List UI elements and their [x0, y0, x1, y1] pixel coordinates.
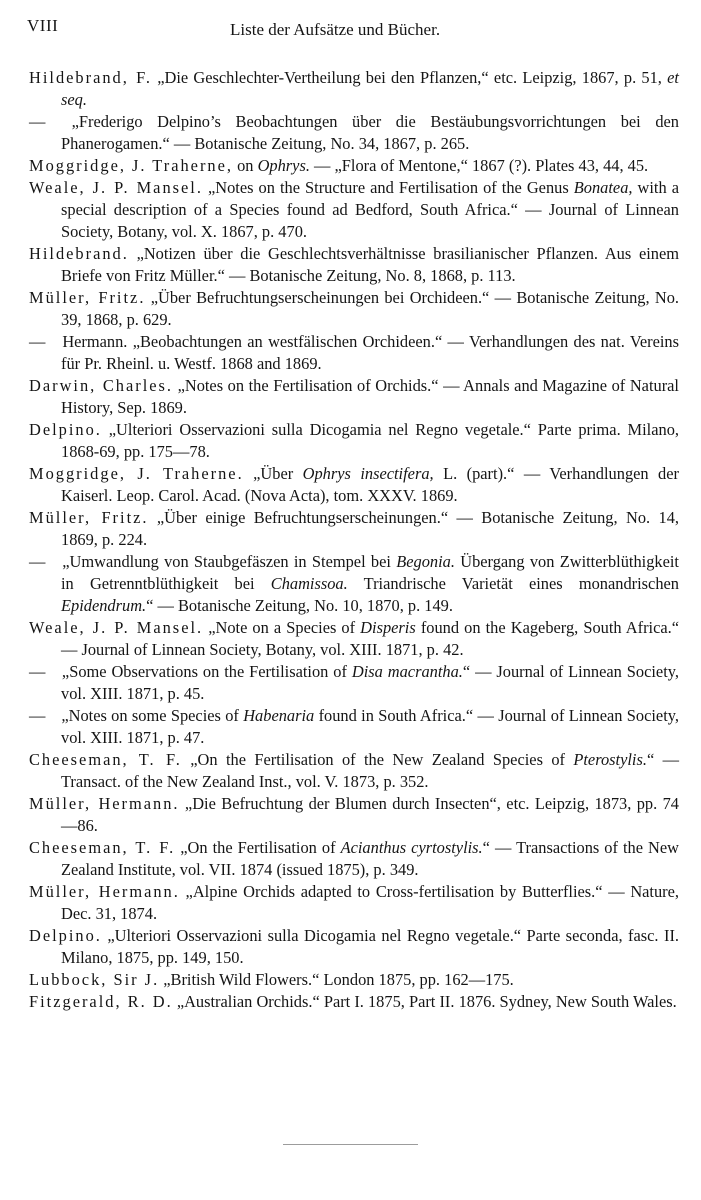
entry-text: „Notes on the Structure and Fertilisation of the Genus [202, 178, 574, 197]
entry-text: „British Wild Flowers.“ London 1875, pp. 162—175. [159, 970, 514, 989]
bibliography-entry [29, 793, 679, 837]
entry-text: „Notizen über die Geschlechtsverhältnisse brasilianischer Pflanzen. Aus einem Briefe von Fritz Müller.“ — Botanische Zeitung, No. 8, 1868, p. 113. [61, 244, 679, 285]
entry-text: „Australian Orchids.“ Part I. 1875, Part II. 1876. Sydney, New South Wales. [172, 992, 677, 1011]
entry-author: — [29, 112, 46, 131]
entry-italic-text: Ophrys. [257, 156, 310, 175]
entry-author: Moggridge, J. Traherne, [29, 156, 233, 175]
bibliography-entry [29, 177, 679, 243]
entry-italic-text: Ophrys insectifera, [302, 464, 434, 483]
bibliography-entry [29, 991, 679, 1013]
entry-author: Delpino. [29, 926, 102, 945]
entry-author: Weale, J. P. Mansel. [29, 178, 203, 197]
entry-text: „Note on a Species of [203, 618, 361, 637]
bibliography-entry [29, 661, 679, 705]
entry-author: Hildebrand, F. [29, 68, 152, 87]
entry-text: „Die Geschlechter-Vertheilung bei den Pflanzen,“ etc. Leipzig, 1867, p. 51, [151, 68, 668, 87]
entry-text: on [232, 156, 258, 175]
entry-italic-text: Disperis [360, 618, 416, 637]
entry-italic-text: Bonatea, [573, 178, 633, 197]
entry-author: Moggridge, J. Traherne. [29, 464, 244, 483]
entry-author: Cheeseman, T. F. [29, 838, 176, 857]
entry-text: “ — Botanische Zeitung, No. 10, 1870, p. 149. [146, 596, 453, 615]
entry-text: “ — Transact. of the New Zealand Inst., vol. V. 1873, p. 352. [61, 750, 680, 791]
entry-author: — [29, 332, 46, 351]
bibliography-entry [29, 705, 679, 749]
entry-author: — [29, 662, 46, 681]
entry-text: „Die Befruchtung der Blumen durch Insecten“, etc. Leipzig, 1873, pp. 74—86. [61, 794, 679, 835]
bibliography-entry [29, 617, 679, 661]
bibliography-entry [29, 749, 679, 793]
entry-text: „Ulteriori Osservazioni sulla Dicogamia nel Regno vegetale.“ Parte prima. Milano, 1868-69, pp. 175—78. [61, 420, 679, 461]
entry-text: Hermann. „Beobachtungen an westfälischen Orchideen.“ — Verhandlungen des nat. Vereins für Pr. Rheinl. u. Westf. 1868 and 1869. [57, 332, 679, 373]
bibliography-entry [29, 463, 679, 507]
footer-rule [283, 1144, 418, 1145]
entry-text: L. (part).“ — Verhandlungen der Kaiserl. Leop. Carol. Acad. (Nova Acta), tom. XXXV. 1869. [61, 464, 679, 505]
entry-author: Fitzgerald, R. D. [29, 992, 173, 1011]
bibliography-entry [29, 155, 679, 177]
entry-italic-text: Begonia. [396, 552, 455, 571]
bibliography-entry [29, 287, 679, 331]
entry-author: Weale, J. P. Mansel. [29, 618, 204, 637]
entry-text: „Notes on some Species of [57, 706, 244, 725]
entry-author: Müller, Fritz. [29, 288, 146, 307]
bibliography-entry [29, 67, 679, 111]
entry-author: — [29, 706, 46, 725]
entry-author: Müller, Fritz. [29, 508, 149, 527]
entry-author: Müller, Hermann. [29, 882, 180, 901]
entry-text: — „Flora of Mentone,“ 1867 (?). Plates 43, 44, 45. [309, 156, 649, 175]
running-title: Liste der Aufsätze und Bücher. [230, 20, 441, 39]
entry-author: — [29, 552, 46, 571]
entry-italic-text: Pterostylis. [573, 750, 647, 769]
entry-italic-text: Disa macrantha. [351, 662, 463, 681]
bibliography-entry [29, 419, 679, 463]
entry-text: found on the Kageberg, South Africa.“ — Journal of Linnean Society, Botany, vol. XIII. 1871, p. 42. [61, 618, 679, 659]
bibliography-entry [29, 881, 679, 925]
entry-text: „Umwandlung von Staubgefäszen in Stempel bei [57, 552, 397, 571]
entry-author: Delpino. [29, 420, 102, 439]
bibliography-entry [29, 331, 679, 375]
entry-text: „Über einige Befruchtungserscheinungen.“ — Botanische Zeitung, No. 14, 1869, p. 224. [61, 508, 679, 549]
entry-text: with a special description of a Species found ad Bedford, South Africa.“ — Journal of Linnean Society, Botany, vol. X. 1867, p. 470. [61, 178, 679, 241]
bibliography-entry [29, 969, 679, 991]
bibliography-list [29, 67, 679, 1013]
entry-text: „Über [243, 464, 303, 483]
entry-text: „Ulteriori Osservazioni sulla Dicogamia nel Regno vegetale.“ Parte seconda, fasc. II. Milano, 1875, pp. 149, 150. [61, 926, 679, 967]
page-number: VIII [27, 16, 59, 35]
entry-italic-text: Epidendrum. [61, 596, 147, 615]
entry-text: “ — Journal of Linnean Society, vol. XIII. 1871, p. 45. [61, 662, 679, 703]
entry-text: „Alpine Orchids adapted to Cross-fertilisation by Butterflies.“ — Nature, Dec. 31, 1874. [61, 882, 680, 923]
entry-text: „Notes on the Fertilisation of Orchids.“ — Annals and Magazine of Natural History, Sep. 1869. [61, 376, 679, 417]
bibliography-entry [29, 375, 679, 419]
entry-italic-text: Chamissoa. [270, 574, 348, 593]
entry-author: Hildebrand. [29, 244, 129, 263]
entry-text: „Some Observations on the Fertilisation of [57, 662, 352, 681]
entry-text: found in South Africa.“ — Journal of Linnean Society, vol. XIII. 1871, p. 47. [61, 706, 679, 747]
bibliography-entry [29, 243, 679, 287]
entry-italic-text: et seq. [61, 68, 679, 109]
entry-text: Triandrische Varietät eines monandrischen [347, 574, 679, 593]
entry-author: Cheeseman, T. F. [29, 750, 182, 769]
bibliography-entry [29, 111, 679, 155]
bibliography-entry [29, 837, 679, 881]
entry-text: „Über Befruchtungserscheinungen bei Orchideen.“ — Botanische Zeitung, No. 39, 1868, p. 629. [61, 288, 679, 329]
entry-italic-text: Habenaria [243, 706, 315, 725]
entry-text: Übergang von Zwitterblüthigkeit in Getrenntblüthigkeit bei [61, 552, 679, 593]
entry-text: “ — Transactions of the New Zealand Institute, vol. VII. 1874 (issued 1875), p. 349. [61, 838, 679, 879]
entry-italic-text: Acianthus cyrtostylis. [340, 838, 483, 857]
entry-author: Lubbock, Sir J. [29, 970, 160, 989]
entry-text: „On the Fertilisation of [175, 838, 341, 857]
entry-text: „On the Fertilisation of the New Zealand Species of [181, 750, 574, 769]
bibliography-entry [29, 925, 679, 969]
entry-author: Darwin, Charles. [29, 376, 173, 395]
bibliography-entry [29, 507, 679, 551]
bibliography-entry [29, 551, 679, 617]
entry-text: „Frederigo Delpino’s Beobachtungen über die Bestäubungsvorrichtungen bei den Phanerogamen.“ — Botanische Zeitung, No. 34, 1867, p. 265. [57, 112, 679, 153]
entry-author: Müller, Hermann. [29, 794, 180, 813]
